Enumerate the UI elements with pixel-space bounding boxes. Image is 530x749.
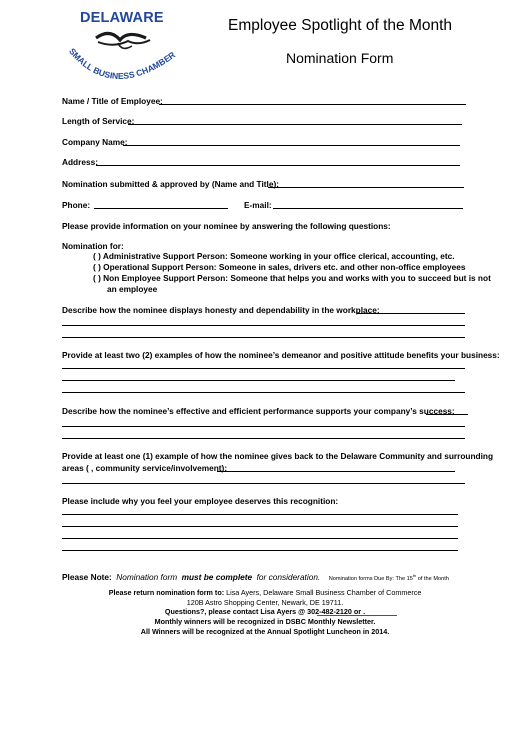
submitted-by-field[interactable] [268,187,464,188]
note-text-1: Nomination form [116,572,178,582]
answer-community-line[interactable] [217,471,455,472]
return-text: Lisa Ayers, Delaware Small Business Chamber of Commerce [226,588,422,597]
option-operational[interactable]: ( ) Operational Support Person: Someone in sales, drivers etc. and other non-office employees [93,262,466,272]
question-recognition: Please include why you feel your employee deserves this recognition: [62,496,339,506]
due-date-text: Nomination forms Due By: The 15th of the Month [328,573,449,582]
name-title-label: Name / Title of Employee: [62,96,163,106]
address-field[interactable] [96,165,460,166]
name-title-field[interactable] [159,104,466,105]
answer-honesty-line[interactable] [62,337,465,338]
answer-performance-line[interactable] [62,426,465,427]
svg-text:SMALL BUSINESS CHAMBER [67,46,178,81]
note-label: Please Note: [62,572,112,582]
annual-winners-text: All Winners will be recognized at the Annual Spotlight Luncheon in 2014. [140,627,390,636]
nomination-for-label: Nomination for: [62,241,124,251]
question-community: Provide at least one (1) example of how the nominee gives back to the Delaware Community and surrounding [62,451,494,461]
answer-recognition-line[interactable] [62,514,458,515]
company-name-field[interactable] [123,145,460,146]
answer-honesty-line[interactable] [357,313,465,314]
option-non-employee[interactable]: ( ) Non Employee Support Person: Someone that helps you and works with you to succeed but is not [93,273,491,283]
length-service-field[interactable] [128,124,462,125]
answer-demeanor-line[interactable] [62,380,455,381]
answer-community-line[interactable] [62,483,465,484]
option-administrative[interactable]: ( ) Administrative Support Person: Someone working in your office clerical, accounting, etc. [93,251,455,261]
logo-arc-text: SMALL BUSINESS CHAMBER [67,46,178,82]
page-title: Employee Spotlight of the Month [228,17,453,34]
question-demeanor: Provide at least two (2) examples of how the nominee’s demeanor and positive attitude benefits your business: [62,350,500,360]
answer-recognition-line[interactable] [62,538,458,539]
note-row [62,567,449,585]
answer-recognition-line[interactable] [62,526,458,527]
submitted-by-label: Nomination submitted & approved by (Name and Title): [62,179,279,189]
instructions-text: Please provide information on your nominee by answering the following questions: [62,221,391,231]
return-address: 120B Astro Shopping Center, Newark, DE 19711. [186,598,344,607]
phone-label: Phone: [62,200,91,210]
return-line [0,588,530,597]
answer-performance-line[interactable] [426,414,468,415]
company-name-label: Company Name: [62,137,128,147]
answer-honesty-line[interactable] [62,325,465,326]
length-service-label: Length of Service: [62,116,135,126]
email-label: E-mail: [244,200,272,210]
answer-demeanor-line[interactable] [62,392,465,393]
email-field[interactable] [273,208,463,209]
option-non-employee-cont: an employee [107,284,158,294]
note-text-2: must be complete [181,572,253,582]
return-label: Please return nomination form to: [108,588,225,597]
email-link[interactable] [317,615,397,616]
phone-field[interactable] [94,208,228,209]
question-community-cont: areas ( , community service/involvement): [62,463,228,473]
logo-wordmark: DELAWARE [80,10,164,26]
answer-recognition-line[interactable] [62,550,458,551]
monthly-winners-text: Monthly winners will be recognized in DSBC Monthly Newsletter. [154,617,376,626]
questions-contact: Questions?, please contact Lisa Ayers @ 302-482-2120 or . [164,607,366,616]
question-performance: Describe how the nominee’s effective and efficient performance supports your company’s success: [62,406,455,416]
answer-performance-line[interactable] [62,438,465,439]
address-label: Address: [62,157,98,167]
question-honesty: Describe how the nominee displays honesty and dependability in the workplace: [62,305,380,315]
chamber-logo [58,10,188,85]
page-subtitle: Nomination Form [286,50,394,66]
answer-demeanor-line[interactable] [62,368,465,369]
note-text-3: for consideration. [256,572,321,582]
